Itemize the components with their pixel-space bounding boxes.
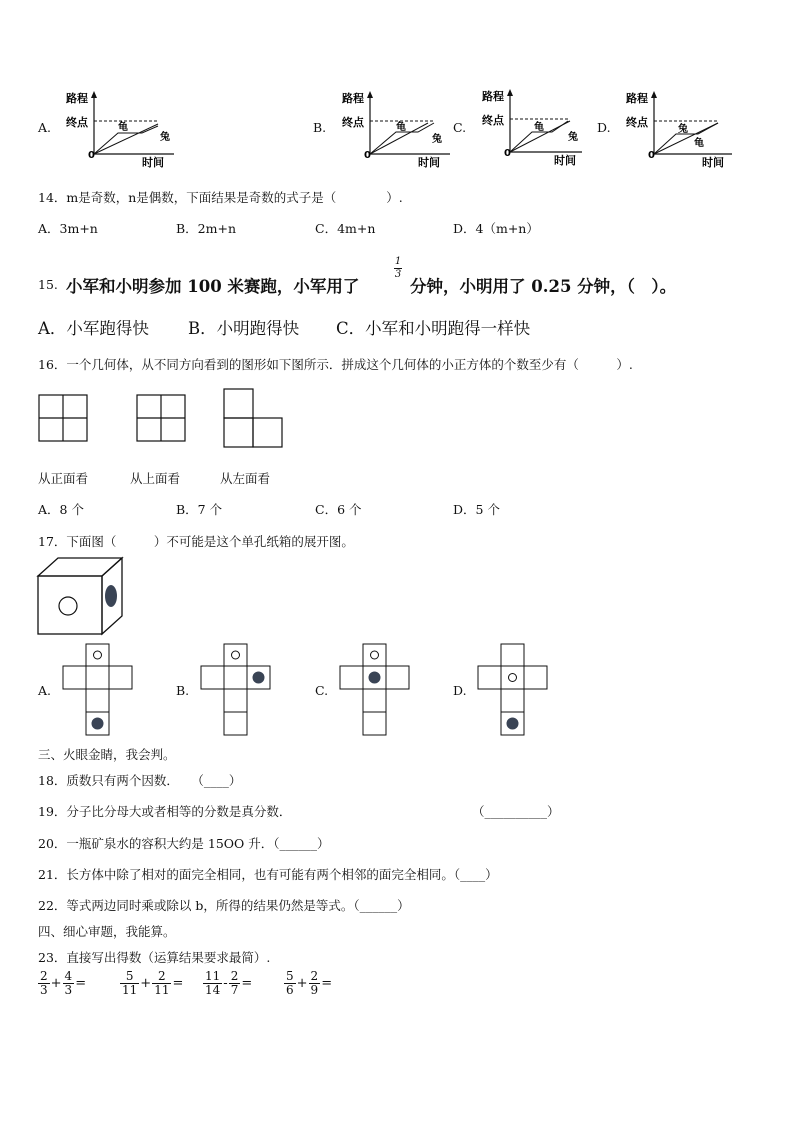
q16-question: 16．一个几何体，从不同方向看到的图形如下图所示．拼成这个几何体的小正方体的个数至少有（ ）.: [38, 357, 633, 372]
q17-option-c-label: C.: [315, 683, 329, 698]
q23-expression-3: $\frac{11}{14}$ - $\frac{2}{7}$ =: [205, 969, 253, 997]
q15-option-c: C．小军和小明跑得一样快: [336, 319, 531, 338]
end-label: 终点: [342, 116, 364, 129]
y-axis-label: 路程: [66, 92, 88, 105]
rabbit-label: 兔: [568, 132, 578, 143]
tortoise-label: 龟: [118, 122, 128, 133]
fraction: $\frac{2}{11}$: [154, 969, 170, 997]
q13-graph-d: [622, 88, 738, 168]
tortoise-label: 龟: [534, 122, 544, 133]
q17-net-b: [200, 643, 272, 737]
q16-front-view: [38, 394, 88, 442]
q15-fraction: [394, 256, 402, 281]
q16-option-b: B．7 个: [176, 502, 223, 517]
q15-text-part1: 小军和小明参加 100 米赛跑，小军用了: [66, 277, 360, 296]
q14-option-a: A．3m+n: [38, 221, 98, 236]
fraction: $\frac{11}{14}$: [205, 969, 221, 997]
q16-top-view: [136, 394, 186, 442]
q13-graph-b: [338, 88, 458, 168]
fraction: $\frac{2}{9}$: [310, 969, 319, 997]
y-axis-label: 路程: [626, 92, 648, 105]
q20: 20．一瓶矿泉水的容积大约是 15OO 升．（______）: [38, 836, 330, 851]
q16-option-c: C．6 个: [315, 502, 362, 517]
fraction: $\frac{2}{3}$: [40, 969, 48, 997]
q13-option-d-label: D.: [597, 120, 611, 135]
y-axis-label: 路程: [342, 92, 364, 105]
q13-option-c-label: C.: [453, 120, 467, 135]
q15-number: 15.: [38, 277, 58, 292]
q17-option-b-label: B.: [176, 683, 190, 698]
x-axis-label: 时间: [142, 156, 164, 168]
section4-title: 四、细心审题，我能算。: [38, 924, 176, 939]
end-label: 终点: [66, 116, 88, 129]
q23-question: 23．直接写出得数（运算结果要求最简）.: [38, 950, 271, 965]
fraction-numerator: 1: [394, 256, 402, 267]
fraction: $\frac{5}{6}$: [286, 969, 294, 997]
origin-label: 0: [648, 150, 655, 161]
q14-option-d: D．4（m+n）: [453, 221, 539, 236]
q16-top-view-label: 从上面看: [130, 471, 181, 486]
q17-net-a: [62, 643, 134, 737]
q13-option-b-label: B.: [313, 120, 327, 135]
rabbit-label: 兔: [160, 132, 170, 143]
q19-answer-blank[interactable]: （__________）: [472, 804, 560, 819]
x-axis-label: 时间: [554, 154, 576, 166]
tortoise-label: 龟: [396, 122, 406, 133]
q17-net-d: [477, 643, 549, 737]
fraction-denominator: 3: [394, 269, 402, 280]
q19: 19．分子比分母大或者相等的分数是真分数．: [38, 804, 292, 819]
q13-option-a-label: A.: [38, 120, 52, 135]
q16-front-view-label: 从正面看: [38, 471, 89, 486]
q17-question: 17．下面图（ ）不可能是这个单孔纸箱的展开图。: [38, 534, 354, 549]
q16-option-a: A．8 个: [38, 502, 84, 517]
end-label: 终点: [626, 116, 648, 129]
q14-option-b: B．2m+n: [176, 221, 237, 236]
fraction: $\frac{5}{11}$: [122, 969, 138, 997]
rabbit-label: 兔: [678, 124, 688, 135]
origin-label: 0: [364, 150, 371, 161]
q23-expression-2: $\frac{5}{11}$ + $\frac{2}{11}$ =: [122, 969, 184, 997]
fraction: $\frac{2}{7}$: [230, 969, 239, 997]
q15-text-part2: 分钟，小明用了 0.25 分钟，（ ）。: [410, 277, 677, 296]
q16-left-view: [223, 388, 285, 448]
q14-question: 14．m是奇数，n是偶数，下面结果是奇数的式子是（ ）.: [38, 190, 403, 205]
q17-option-a-label: A.: [38, 683, 52, 698]
q18: 18．质数只有两个因数． （____）: [38, 773, 242, 788]
x-axis-label: 时间: [702, 156, 724, 168]
q17-net-c: [339, 643, 411, 737]
rabbit-label: 兔: [432, 134, 442, 145]
y-axis-label: 路程: [482, 90, 504, 103]
q23-expression-1: $\frac{2}{3}$ + $\frac{4}{3}$ =: [40, 969, 87, 997]
q22: 22．等式两边同时乘或除以 b，所得的结果仍然是等式。（______）: [38, 898, 410, 913]
q15-option-b: B．小明跑得快: [188, 319, 300, 338]
q16-left-view-label: 从左面看: [220, 471, 271, 486]
fraction: $\frac{4}{3}$: [64, 969, 73, 997]
q15-option-a: A．小军跑得快: [38, 319, 149, 338]
origin-label: 0: [504, 148, 511, 159]
q23-expression-4: $\frac{5}{6}$ + $\frac{2}{9}$ =: [286, 969, 333, 997]
q14-option-c: C．4m+n: [315, 221, 376, 236]
end-label: 终点: [482, 114, 504, 127]
section3-title: 三、火眼金睛，我会判。: [38, 747, 176, 762]
tortoise-label: 龟: [694, 138, 704, 149]
origin-label: 0: [88, 150, 95, 161]
x-axis-label: 时间: [418, 156, 440, 168]
q17-option-d-label: D.: [453, 683, 467, 698]
q21: 21．长方体中除了相对的面完全相同，也有可能有两个相邻的面完全相同。（____）: [38, 867, 498, 882]
q17-box-image: [36, 556, 126, 638]
q13-graph-c: [478, 86, 588, 166]
q16-option-d: D．5 个: [453, 502, 500, 517]
q13-graph-a: [62, 88, 182, 168]
